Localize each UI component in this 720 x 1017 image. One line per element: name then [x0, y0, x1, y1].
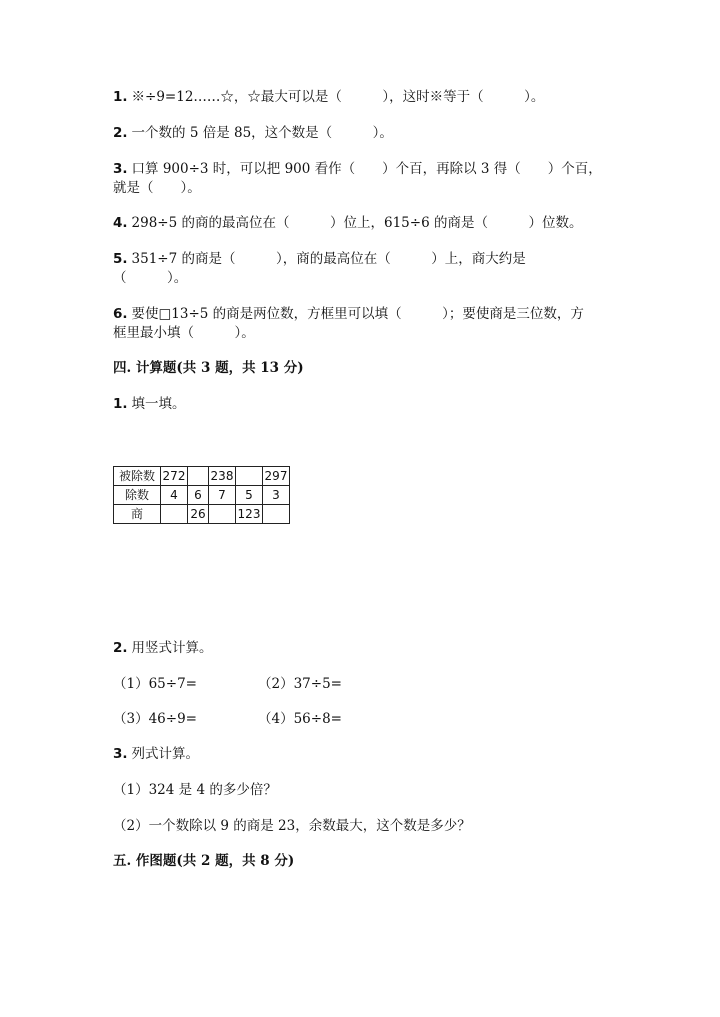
table-cell: 5: [236, 486, 263, 505]
calc-2: [113, 639, 213, 657]
table-cell: 被除数: [114, 467, 161, 486]
table-cell: 26: [188, 505, 209, 524]
question-5-continued: （ ）。: [113, 270, 188, 286]
question-number: 4.: [113, 215, 128, 231]
question-number: 5.: [113, 251, 128, 267]
table-cell: 123: [236, 505, 263, 524]
calc-3: [113, 745, 199, 763]
question-text: 298÷5 的商的最高位在（ ）位上，615÷6 的商是（ ）位数。: [131, 215, 583, 231]
question-4: [113, 214, 582, 232]
table-cell: 238: [209, 467, 236, 486]
question-text: 351÷7 的商是（ ），商的最高位在（ ）上，商大约是: [131, 251, 526, 267]
question-5: [113, 250, 526, 268]
question-number: 1.: [113, 396, 128, 412]
table-cell: 6: [188, 486, 209, 505]
question-6: [113, 305, 584, 323]
calc-3-item-2: （2）一个数除以 9 的商是 23，余数最大，这个数是多少？: [113, 818, 471, 834]
table-row-dividend: [114, 467, 290, 486]
calc-1: [113, 395, 186, 413]
table-cell: [161, 505, 188, 524]
section-5-title: 五. 作图题(共 2 题，共 8 分): [113, 853, 295, 869]
table-cell: [209, 505, 236, 524]
calc-2-item-1: （1）65÷7=: [113, 676, 197, 692]
question-text: 口算 900÷3 时，可以把 900 看作（ ）个百，再除以 3 得（ ）个百，: [131, 161, 602, 177]
table-cell: 272: [161, 467, 188, 486]
calc-2-item-4: （4）56÷8=: [258, 711, 342, 727]
question-text: 一个数的 5 倍是 85，这个数是（ ）。: [131, 125, 393, 141]
calc-2-item-2: （2）37÷5=: [258, 676, 342, 692]
question-2: [113, 124, 393, 142]
question-text: ※÷9=12……☆，☆最大可以是（ ），这时※等于（ ）。: [131, 89, 545, 105]
section-4-title: 四. 计算题(共 3 题，共 13 分): [113, 360, 304, 376]
table-cell: 297: [263, 467, 290, 486]
question-text: 列式计算。: [131, 746, 200, 762]
question-3-continued: 就是（ ）。: [113, 180, 201, 196]
table-cell: [188, 467, 209, 486]
question-number: 2.: [113, 125, 128, 141]
table-cell: [263, 505, 290, 524]
division-table: [113, 466, 290, 524]
question-1: [113, 88, 544, 106]
table-cell: 3: [263, 486, 290, 505]
question-text: 要使□13÷5 的商是两位数，方框里可以填（ ）；要使商是三位数，方: [131, 306, 584, 322]
question-number: 1.: [113, 89, 128, 105]
table-cell: 商: [114, 505, 161, 524]
question-6-continued: 框里最小填（ ）。: [113, 325, 255, 341]
table-cell: 7: [209, 486, 236, 505]
question-text: 填一填。: [131, 396, 186, 412]
question-text: 用竖式计算。: [131, 640, 213, 656]
question-number: 3.: [113, 161, 128, 177]
table-row-quotient: [114, 505, 290, 524]
calc-2-item-3: （3）46÷9=: [113, 711, 197, 727]
table-cell: 除数: [114, 486, 161, 505]
question-number: 6.: [113, 306, 128, 322]
question-3: [113, 160, 602, 178]
table-cell: [236, 467, 263, 486]
calc-3-item-1: （1）324 是 4 的多少倍？: [113, 782, 277, 798]
question-number: 3.: [113, 746, 128, 762]
table-cell: 4: [161, 486, 188, 505]
question-number: 2.: [113, 640, 128, 656]
table-row-divisor: [114, 486, 290, 505]
